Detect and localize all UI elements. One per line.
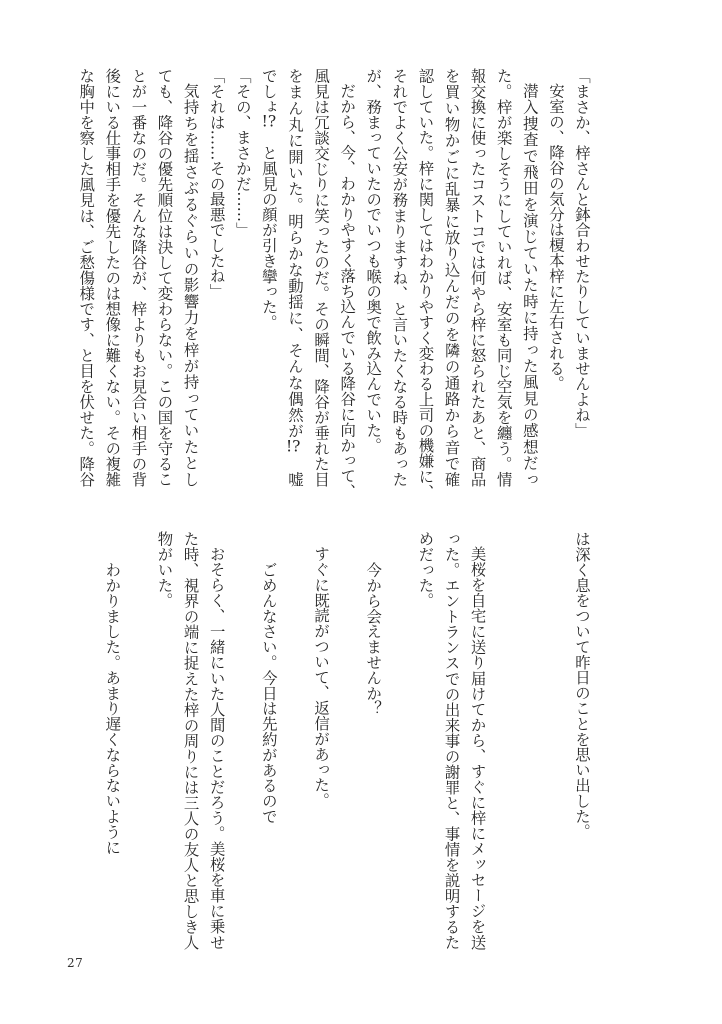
text-column: た時、視界の端に捉えた梓の周りには三人の友人と思しき人: [181, 531, 200, 950]
message-column: ごめんなさい。今日は先約があるので: [259, 561, 278, 824]
text-column: な胸中を察した風見は、ご愁傷様です、と目を伏せた。降谷: [77, 68, 96, 487]
lower-text-block: [73, 531, 595, 950]
text-column: だから、今、わかりやすく落ち込んでいる降谷に向かって、: [338, 83, 357, 500]
text-column: ても、降谷の優先順位は決して変わらない。この国を守るこ: [155, 68, 174, 487]
text-column: 美桜を自宅に送り届けてから、すぐに梓にメッセージを送: [468, 546, 487, 950]
blank-column: [491, 531, 517, 950]
text-column: 「まさか、梓さんと鉢合わせたりしていませんよね」: [573, 68, 591, 438]
text-column: は深く息をついて昨日のことを思い出した。: [573, 531, 591, 839]
text-column: た。梓が楽しそうにしていれば、安室も同じ空気を纏う。情: [494, 68, 513, 487]
text-column: 安室の、降谷の気分は榎本梓に左右される。: [546, 83, 565, 392]
dialogue-column: 「その、まさかだ……」: [233, 68, 252, 238]
text-column: おそらく、一緒にいた人間のことだろう。美桜を車に乗せ: [207, 546, 226, 950]
text-column: 気持ちを揺さぶるぐらいの影響力を梓が持っていたとし: [181, 83, 200, 487]
text-column: すぐに既読がついて、返信があった。: [312, 546, 331, 809]
text-column: 風見は冗談交じりに笑ったのだ。その瞬間、降谷が垂れた目: [312, 68, 331, 487]
blank-column: [125, 531, 151, 950]
exclamation-question-mark: !?: [285, 439, 301, 455]
blank-column: [73, 531, 99, 950]
text-column: [256, 68, 282, 487]
upper-text-block: [73, 68, 595, 500]
text-column: が、務まっていたのでいつも喉の奥で飲み込んでいた。: [364, 68, 383, 453]
text-column: 報交換に使ったコストコでは何やら梓に怒られたあと、商品: [468, 68, 487, 487]
exclamation-question-mark: !?: [261, 114, 277, 130]
blank-column: [386, 531, 412, 950]
page-number: 27: [67, 956, 84, 970]
message-column: 今から会えませんか？: [364, 561, 383, 716]
text-column: 後にいる仕事相手を優先したのは想像に難くない。その複雑: [103, 68, 122, 487]
text-segment: でしょ: [259, 68, 278, 115]
text-column: それでよく公安が務まりますね、と言いたくなる時もあった: [390, 68, 409, 487]
text-column: [282, 68, 308, 487]
text-column: った。エントランスでの出来事の謝罪と、事情を説明するた: [442, 531, 461, 950]
text-column: 潜入捜査で飛田を演じていた時に持った風見の感想だっ: [520, 83, 539, 487]
blank-column: [543, 531, 569, 950]
text-segment: 嘘: [285, 455, 304, 487]
blank-column: [334, 531, 360, 950]
dialogue-column: 「それは……その最悪でしたね」: [207, 68, 226, 299]
text-column: 物がいた。: [155, 531, 174, 608]
text-segment: と風見の顔が引き攣った。: [259, 129, 278, 330]
text-segment: をまん丸に開いた。明らかな動揺に、そんな偶然が: [285, 68, 304, 440]
blank-column: [282, 531, 308, 950]
blank-column: [517, 531, 543, 950]
text-column: を買い物かごに乱暴に放り込んだのを隣の通路から音で確: [442, 68, 461, 487]
message-column: わかりました。あまり遅くならないように: [103, 561, 122, 855]
text-column: 認していた。梓に関してはわかりやすく変わる上司の機嫌に、: [416, 68, 435, 500]
blank-column: [230, 531, 256, 950]
text-column: めだった。: [416, 531, 435, 608]
text-column: とが一番なのだ。そんな降谷が、梓よりもお見合い相手の背: [129, 68, 148, 487]
